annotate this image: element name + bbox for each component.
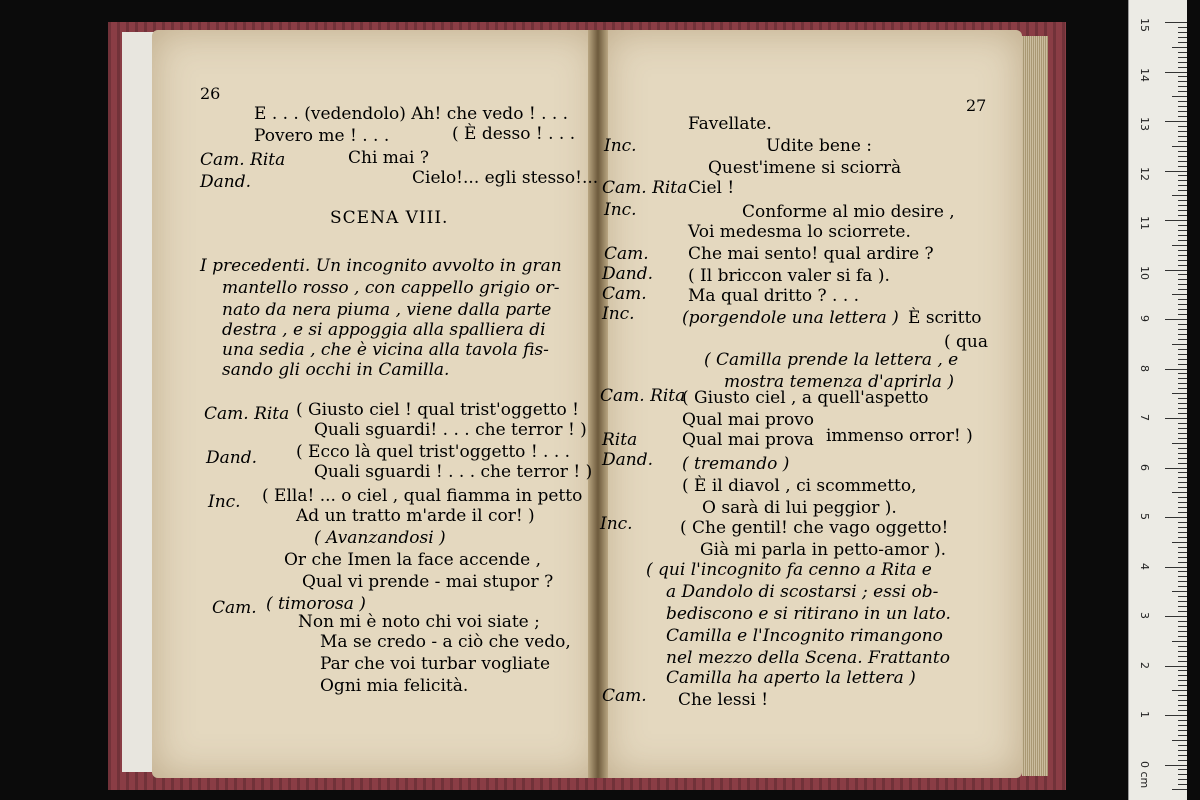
ruler-tick — [1178, 656, 1187, 657]
stage-direction: Camilla e l'Incognito rimangono — [666, 626, 943, 646]
ruler-tick — [1178, 631, 1187, 632]
text-line: Chi mai ? — [348, 148, 430, 168]
text-line: Cielo!... egli stesso!... — [412, 168, 599, 188]
text-line: Udite bene : — [766, 136, 873, 156]
ruler-tick — [1178, 448, 1187, 449]
ruler-tick — [1178, 433, 1187, 434]
text-line: ( Ecco là quel trist'oggetto ! . . . — [296, 442, 571, 462]
speaker-label: Cam. Rita — [602, 178, 688, 198]
ruler-tick — [1178, 284, 1187, 285]
text-line: ( È il diavol , ci scommetto, — [682, 476, 917, 496]
ruler-tick — [1178, 339, 1187, 340]
text-line: Quali sguardi ! . . . che terror ! ) — [314, 462, 593, 482]
ruler-tick — [1178, 205, 1187, 206]
ruler-tick — [1178, 507, 1187, 508]
ruler-tick — [1178, 774, 1187, 775]
ruler-tick — [1178, 586, 1187, 587]
ruler-tick — [1178, 161, 1187, 162]
text-line: Par che voi turbar vogliate — [320, 654, 551, 674]
ruler-tick — [1178, 611, 1187, 612]
ruler-tick — [1165, 22, 1187, 23]
text-line: Qual vi prende - mai stupor ? — [302, 572, 554, 592]
speaker-label: Rita — [602, 430, 638, 450]
ruler-tick — [1165, 765, 1187, 766]
ruler-tick — [1178, 458, 1187, 459]
ruler-tick — [1165, 616, 1187, 617]
text-line: Or che Imen la face accende , — [284, 550, 541, 570]
speaker-label: Cam. — [212, 598, 257, 618]
ruler-tick — [1178, 779, 1187, 780]
ruler-tick — [1178, 423, 1187, 424]
text-line: Favellate. — [688, 114, 772, 134]
ruler-tick — [1165, 369, 1187, 370]
ruler-tick — [1178, 76, 1187, 77]
ruler-tick — [1178, 621, 1187, 622]
ruler-tick — [1165, 666, 1187, 667]
text-line: ( Il briccon valer si fa ). — [688, 266, 890, 286]
ruler-tick — [1178, 784, 1187, 785]
ruler-tick — [1178, 388, 1187, 389]
ruler-tick — [1178, 720, 1187, 721]
ruler-number: 9 — [1138, 315, 1151, 322]
text-line: Ciel ! — [688, 178, 735, 198]
ruler-tick — [1178, 413, 1187, 414]
ruler-tick — [1178, 255, 1187, 256]
ruler-tick — [1178, 334, 1187, 335]
ruler-tick — [1178, 86, 1187, 87]
ruler-tick — [1178, 32, 1187, 33]
stage-direction: ( qui l'incognito fa cenno a Rita e — [646, 560, 932, 580]
ruler-tick — [1172, 690, 1187, 691]
ruler-tick — [1178, 745, 1187, 746]
speaker-label: Cam. Rita — [600, 386, 686, 406]
text-line: Ogni mia felicità. — [320, 676, 469, 696]
ruler-tick — [1178, 116, 1187, 117]
ruler-tick — [1178, 675, 1187, 676]
ruler-tick — [1178, 710, 1187, 711]
ruler-tick — [1172, 195, 1187, 196]
text-line: Qual mai provo — [682, 410, 815, 430]
text-line: Ma se credo - a ciò che vedo, — [320, 632, 571, 652]
ruler-tick — [1178, 175, 1187, 176]
ruler-tick — [1178, 636, 1187, 637]
ruler-tick — [1178, 606, 1187, 607]
speaker-label: Inc. — [604, 136, 637, 156]
ruler-tick — [1178, 200, 1187, 201]
stage-direction: ( timorosa ) — [266, 594, 366, 614]
text-line: Qual mai prova — [682, 430, 814, 450]
ruler-tick — [1178, 512, 1187, 513]
ruler-tick — [1178, 151, 1187, 152]
stage-direction: ( Camilla prende la lettera , e — [704, 350, 959, 370]
ruler-tick — [1178, 487, 1187, 488]
ruler-tick — [1178, 52, 1187, 53]
speaker-label: Dand. — [206, 448, 257, 468]
speaker-label: Inc. — [600, 514, 633, 534]
ruler-tick — [1165, 567, 1187, 568]
speaker-label: Dand. — [602, 264, 653, 284]
ruler-number: 10 — [1138, 265, 1151, 280]
speaker-label: Inc. — [604, 200, 637, 220]
ruler-tick — [1178, 680, 1187, 681]
ruler-number: 2 — [1138, 661, 1151, 669]
ruler-number: 12 — [1138, 166, 1151, 181]
text-line: Ad un tratto m'arde il cor! ) — [296, 506, 535, 526]
ruler-tick — [1178, 537, 1187, 538]
ruler-tick — [1178, 57, 1187, 58]
ruler-tick — [1178, 81, 1187, 82]
stage-direction: bediscono e si ritirano in un lato. — [666, 604, 951, 624]
ruler-number: 11 — [1138, 216, 1151, 230]
ruler-tick — [1178, 502, 1187, 503]
ruler-tick — [1178, 166, 1187, 167]
text-line: ( Giusto ciel ! qual trist'oggetto ! — [296, 400, 579, 420]
ruler-tick — [1178, 215, 1187, 216]
ruler-tick — [1178, 37, 1187, 38]
ruler-tick — [1172, 740, 1187, 741]
stage-direction: ( Avanzandosi ) — [314, 528, 446, 548]
ruler-tick — [1165, 468, 1187, 469]
stage-direction: sando gli occhi in Camilla. — [222, 360, 450, 380]
stage-direction: I precedenti. Un incognito avvolto in gran — [200, 256, 562, 276]
speaker-label: Dand. — [200, 172, 251, 192]
ruler-tick — [1178, 359, 1187, 360]
stage-direction: una sedia , che è vicina alla tavola fis- — [222, 340, 549, 360]
ruler-tick — [1172, 96, 1187, 97]
ruler-tick — [1178, 101, 1187, 102]
ruler-tick — [1178, 735, 1187, 736]
stage-direction: mostra temenza d'aprirla ) — [724, 372, 954, 392]
speaker-label: Dand. — [602, 450, 653, 470]
ruler-number: 1 — [1138, 711, 1151, 718]
ruler-tick — [1178, 428, 1187, 429]
ruler-tick — [1172, 591, 1187, 592]
ruler-tick — [1165, 517, 1187, 518]
ruler-tick — [1178, 378, 1187, 379]
ruler-tick — [1178, 250, 1187, 251]
ruler-tick — [1178, 408, 1187, 409]
ruler-tick — [1178, 730, 1187, 731]
ruler-tick — [1178, 463, 1187, 464]
ruler-tick — [1165, 121, 1187, 122]
ruler-tick — [1172, 146, 1187, 147]
speaker-label: Cam. — [602, 686, 647, 706]
ruler-tick — [1165, 220, 1187, 221]
ruler-tick — [1178, 329, 1187, 330]
text-line: Già mi parla in petto-amor ). — [700, 540, 947, 560]
ruler-tick — [1178, 364, 1187, 365]
ruler-tick — [1178, 210, 1187, 211]
text-line: ( Che gentil! che vago oggetto! — [680, 518, 949, 538]
text-line: Voi medesma lo sciorrete. — [688, 222, 911, 242]
stage-direction: mantello rosso , con cappello grigio or- — [222, 278, 560, 298]
ruler-number: 7 — [1138, 414, 1151, 421]
ruler-tick — [1178, 279, 1187, 280]
ruler-tick — [1178, 185, 1187, 186]
text-line: immenso orror! ) — [826, 426, 973, 446]
ruler-tick — [1178, 651, 1187, 652]
ruler-tick — [1178, 571, 1187, 572]
ruler-tick — [1178, 314, 1187, 315]
ruler-tick — [1178, 750, 1187, 751]
speaker-label: Inc. — [602, 304, 635, 324]
ruler-number: 8 — [1138, 364, 1151, 372]
speaker-label: Cam. Rita — [200, 150, 286, 170]
ruler-tick — [1178, 477, 1187, 478]
ruler-tick — [1178, 62, 1187, 63]
ruler-number: 13 — [1138, 117, 1151, 131]
ruler-tick — [1178, 547, 1187, 548]
ruler-tick — [1178, 304, 1187, 305]
speaker-label: Inc. — [208, 492, 241, 512]
stage-direction: a Dandolo di scostarsi ; essi ob- — [666, 582, 939, 602]
ruler-tick — [1178, 482, 1187, 483]
ruler-tick — [1178, 661, 1187, 662]
ruler-tick — [1178, 136, 1187, 137]
ruler-tick — [1178, 646, 1187, 647]
stage-direction: nato da nera piuma , viene dalla parte — [222, 300, 552, 320]
text-line: ( È desso ! . . . — [452, 124, 576, 144]
ruler-tick — [1165, 270, 1187, 271]
ruler-number: 3 — [1138, 612, 1151, 619]
ruler-tick — [1165, 319, 1187, 320]
stage-direction: ( tremando ) — [682, 454, 790, 474]
ruler-tick — [1178, 760, 1187, 761]
ruler-tick — [1178, 67, 1187, 68]
text-line: ( Ella! ... o ciel , qual fiamma in petto — [262, 486, 583, 506]
text-line: Quali sguardi! . . . che terror ! ) — [314, 420, 587, 440]
stage-direction: Camilla ha aperto la lettera ) — [666, 668, 916, 688]
ruler-tick — [1178, 532, 1187, 533]
ruler-tick — [1178, 552, 1187, 553]
ruler-tick — [1178, 260, 1187, 261]
text-line: Non mi è noto chi voi siate ; — [298, 612, 540, 632]
ruler-tick — [1178, 265, 1187, 266]
ruler-tick — [1172, 789, 1187, 790]
ruler-tick — [1178, 601, 1187, 602]
text-line: Quest'imene si sciorrà — [708, 158, 902, 178]
ruler-tick — [1178, 685, 1187, 686]
ruler-number: 14 — [1138, 67, 1151, 82]
ruler-tick — [1165, 418, 1187, 419]
ruler-tick — [1178, 472, 1187, 473]
ruler-tick — [1178, 700, 1187, 701]
ruler-tick — [1178, 453, 1187, 454]
page-edges — [1022, 36, 1048, 776]
ruler-tick — [1178, 309, 1187, 310]
text-line: È scritto — [908, 308, 982, 328]
ruler-tick — [1172, 542, 1187, 543]
ruler-tick — [1178, 27, 1187, 28]
ruler-tick — [1178, 111, 1187, 112]
ruler-number: 15 — [1138, 18, 1151, 32]
ruler-tick — [1178, 354, 1187, 355]
ruler-tick — [1178, 576, 1187, 577]
ruler-tick — [1178, 670, 1187, 671]
ruler-tick — [1172, 443, 1187, 444]
page-number-right: 27 — [966, 96, 987, 115]
ruler-tick — [1178, 705, 1187, 706]
stage-direction: (porgendole una lettera ) — [682, 308, 899, 328]
ruler-number: 0 cm — [1138, 760, 1151, 788]
ruler-tick — [1178, 557, 1187, 558]
ruler-tick — [1178, 230, 1187, 231]
ruler-tick — [1178, 581, 1187, 582]
ruler-tick — [1178, 403, 1187, 404]
stage-direction: nel mezzo della Scena. Frattanto — [666, 648, 950, 668]
ruler-tick — [1165, 72, 1187, 73]
measuring-ruler — [1128, 0, 1187, 800]
speaker-label: Cam. — [604, 244, 649, 264]
stage-direction: destra , e si appoggia alla spalliera di — [222, 320, 546, 340]
ruler-tick — [1178, 299, 1187, 300]
ruler-tick — [1178, 349, 1187, 350]
ruler-tick — [1178, 126, 1187, 127]
ruler-tick — [1178, 596, 1187, 597]
ruler-tick — [1172, 245, 1187, 246]
ruler-tick — [1172, 641, 1187, 642]
ruler-tick — [1178, 527, 1187, 528]
ruler-tick — [1178, 755, 1187, 756]
ruler-tick — [1165, 715, 1187, 716]
ruler-tick — [1178, 324, 1187, 325]
speaker-label: Cam. — [602, 284, 647, 304]
ruler-tick — [1172, 294, 1187, 295]
ruler-tick — [1172, 393, 1187, 394]
text-line: ( qua — [944, 332, 989, 352]
ruler-tick — [1178, 497, 1187, 498]
ruler-tick — [1165, 171, 1187, 172]
ruler-tick — [1172, 47, 1187, 48]
ruler-tick — [1178, 383, 1187, 384]
ruler-tick — [1178, 91, 1187, 92]
text-line: Ma qual dritto ? . . . — [688, 286, 860, 306]
ruler-tick — [1178, 438, 1187, 439]
ruler-tick — [1178, 225, 1187, 226]
ruler-tick — [1178, 522, 1187, 523]
ruler-tick — [1178, 141, 1187, 142]
ruler-tick — [1172, 344, 1187, 345]
ruler-tick — [1178, 42, 1187, 43]
text-line: Conforme al mio desire , — [742, 202, 955, 222]
ruler-tick — [1178, 235, 1187, 236]
ruler-tick — [1178, 274, 1187, 275]
ruler-number: 4 — [1138, 562, 1151, 570]
ruler-tick — [1178, 562, 1187, 563]
ruler-tick — [1178, 106, 1187, 107]
ruler-tick — [1178, 156, 1187, 157]
ruler-tick — [1178, 769, 1187, 770]
ruler-tick — [1178, 131, 1187, 132]
ruler-tick — [1178, 626, 1187, 627]
ruler-tick — [1178, 725, 1187, 726]
page-number-left: 26 — [200, 84, 221, 103]
ruler-number: 6 — [1138, 463, 1151, 471]
ruler-tick — [1178, 695, 1187, 696]
ruler-tick — [1178, 398, 1187, 399]
text-line: E . . . (vedendolo) Ah! che vedo ! . . . — [254, 104, 569, 124]
text-line: O sarà di lui peggior ). — [702, 498, 897, 518]
text-line: ( Giusto ciel , a quell'aspetto — [682, 388, 929, 408]
text-line: Che lessi ! — [678, 690, 769, 710]
scene-heading: SCENA VIII. — [330, 208, 449, 228]
ruler-tick — [1178, 190, 1187, 191]
ruler-tick — [1178, 240, 1187, 241]
text-line: Povero me ! . . . — [254, 126, 390, 146]
ruler-tick — [1178, 289, 1187, 290]
ruler-tick — [1172, 492, 1187, 493]
ruler-tick — [1178, 373, 1187, 374]
ruler-tick — [1178, 180, 1187, 181]
speaker-label: Cam. Rita — [204, 404, 290, 424]
ruler-number: 5 — [1138, 513, 1151, 520]
text-line: Che mai sento! qual ardire ? — [688, 244, 934, 264]
